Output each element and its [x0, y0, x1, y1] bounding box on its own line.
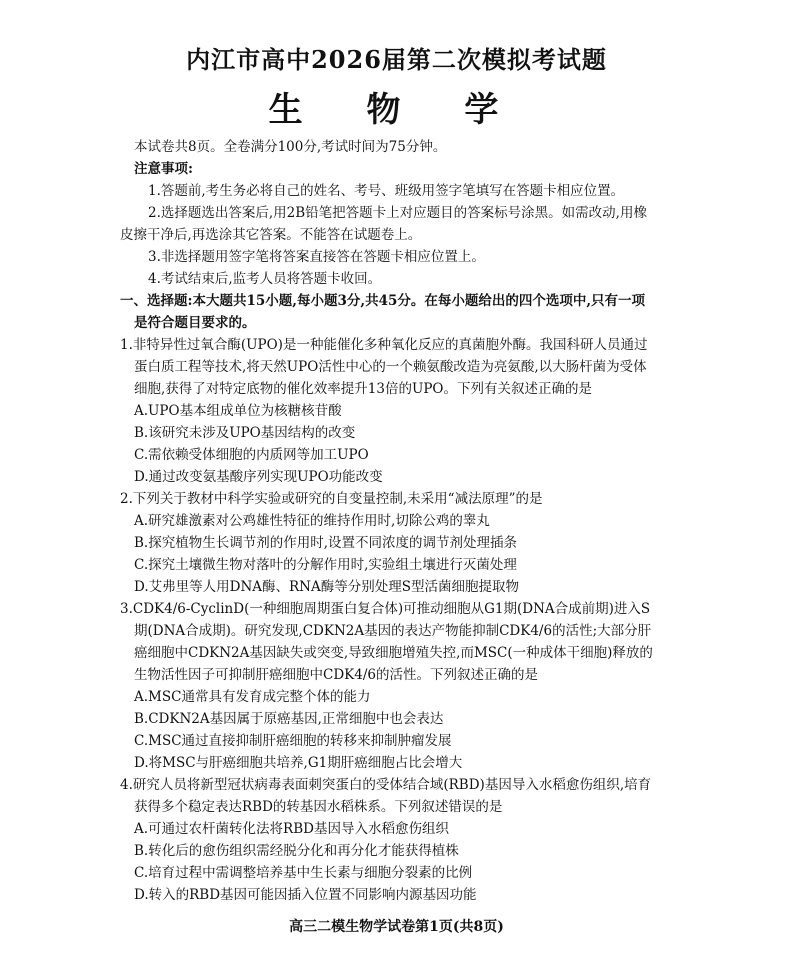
option-a: A.可通过农杆菌转化法将RBD基因导入水稻愈伤组织 — [134, 821, 449, 837]
option-b: B.转化后的愈伤组织需经脱分化和再分化才能获得植株 — [134, 843, 459, 859]
section-heading: 一、选择题:本大题共15小题,每小题3分,共45分。在每小题给出的四个选项中,只有一项 — [120, 293, 646, 309]
question-stem: 蛋白质工程等技术,将天然UPO活性中心的一个赖氨酸改造为亮氨酸,以大肠杆菌为受体 — [134, 359, 647, 375]
option-b: B.该研究未涉及UPO基因结构的改变 — [134, 425, 356, 441]
note-line: 3.非选择题用签字笔将答案直接答在答题卡相应位置上。 — [148, 249, 485, 265]
option-c: C.培育过程中需调整培养基中生长素与细胞分裂素的比例 — [134, 865, 473, 881]
question-stem: 癌细胞中CDKN2A基因缺失或突变,导致细胞增殖失控,而MSC(一种成体干细胞)释放的 — [134, 645, 653, 661]
note-line: 2.选择题选出答案后,用2B铅笔把答题卡上对应题目的答案标号涂黑。如需改动,用橡 — [148, 205, 647, 221]
question-stem: 4.研究人员将新型冠状病毒表面刺突蛋白的受体结合域(RBD)基因导入水稻愈伤组织,培育 — [120, 777, 652, 793]
note-line: 1.答题前,考生务必将自己的姓名、考号、班级用签字笔填写在答题卡相应位置。 — [148, 183, 625, 199]
note-line: 4.考试结束后,监考人员将答题卡收回。 — [148, 271, 382, 287]
exam-title: 内江市高中2026届第二次模拟考试题 — [186, 45, 607, 74]
question-stem: 生物活性因子可抑制肝癌细胞中CDK4/6的活性。下列叙述正确的是 — [134, 667, 538, 683]
subject-title: 生 物 学 — [268, 90, 525, 130]
exam-info: 本试卷共8页。全卷满分100分,考试时间为75分钟。 — [134, 139, 447, 155]
section-heading-cont: 是符合题目要求的。 — [134, 315, 256, 331]
option-c: C.探究土壤微生物对落叶的分解作用时,实验组土壤进行灭菌处理 — [134, 557, 517, 573]
option-d: D.将MSC与肝癌细胞共培养,G1期肝癌细胞占比会增大 — [134, 755, 463, 771]
option-d: D.通过改变氨基酸序列实现UPO功能改变 — [134, 469, 383, 485]
page-footer: 高三二模生物学试卷第1页(共8页) — [289, 919, 504, 935]
option-d: D.艾弗里等人用DNA酶、RNA酶等分别处理S型活菌细胞提取物 — [134, 579, 519, 595]
option-c: C.MSC通过直接抑制肝癌细胞的转移来抑制肿瘤发展 — [134, 733, 452, 749]
question-stem: 细胞,获得了对特定底物的催化效率提升13倍的UPO。下列有关叙述正确的是 — [134, 381, 592, 397]
notes-heading: 注意事项: — [134, 161, 193, 177]
question-stem: 获得多个稳定表达RBD的转基因水稻株系。下列叙述错误的是 — [134, 799, 503, 815]
option-a: A.UPO基本组成单位为核糖核苷酸 — [134, 403, 342, 419]
question-stem: 期(DNA合成期)。研究发现,CDKN2A基因的表达产物能抑制CDK4/6的活性;大部分肝 — [134, 623, 652, 639]
option-a: A.MSC通常具有发育成完整个体的能力 — [134, 689, 371, 705]
question-stem: 2.下列关于教材中科学实验或研究的自变量控制,未采用“减法原理”的是 — [120, 491, 543, 507]
note-line: 皮擦干净后,再选涂其它答案。不能答在试题卷上。 — [120, 227, 422, 243]
option-b: B.CDKN2A基因属于原癌基因,正常细胞中也会表达 — [134, 711, 444, 727]
option-a: A.研究雄激素对公鸡雄性特征的维持作用时,切除公鸡的睾丸 — [134, 513, 490, 529]
option-d: D.转入的RBD基因可能因插入位置不同影响内源基因功能 — [134, 887, 477, 903]
question-stem: 1.非特异性过氧合酶(UPO)是一种能催化多种氧化反应的真菌胞外酶。我国科研人员通过 — [120, 337, 648, 353]
option-c: C.需依赖受体细胞的内质网等加工UPO — [134, 447, 369, 463]
option-b: B.探究植物生长调节剂的作用时,设置不同浓度的调节剂处理插条 — [134, 535, 518, 551]
question-stem: 3.CDK4/6-CyclinD(一种细胞周期蛋白复合体)可推动细胞从G1期(DNA合成前期)进入S — [120, 601, 651, 617]
